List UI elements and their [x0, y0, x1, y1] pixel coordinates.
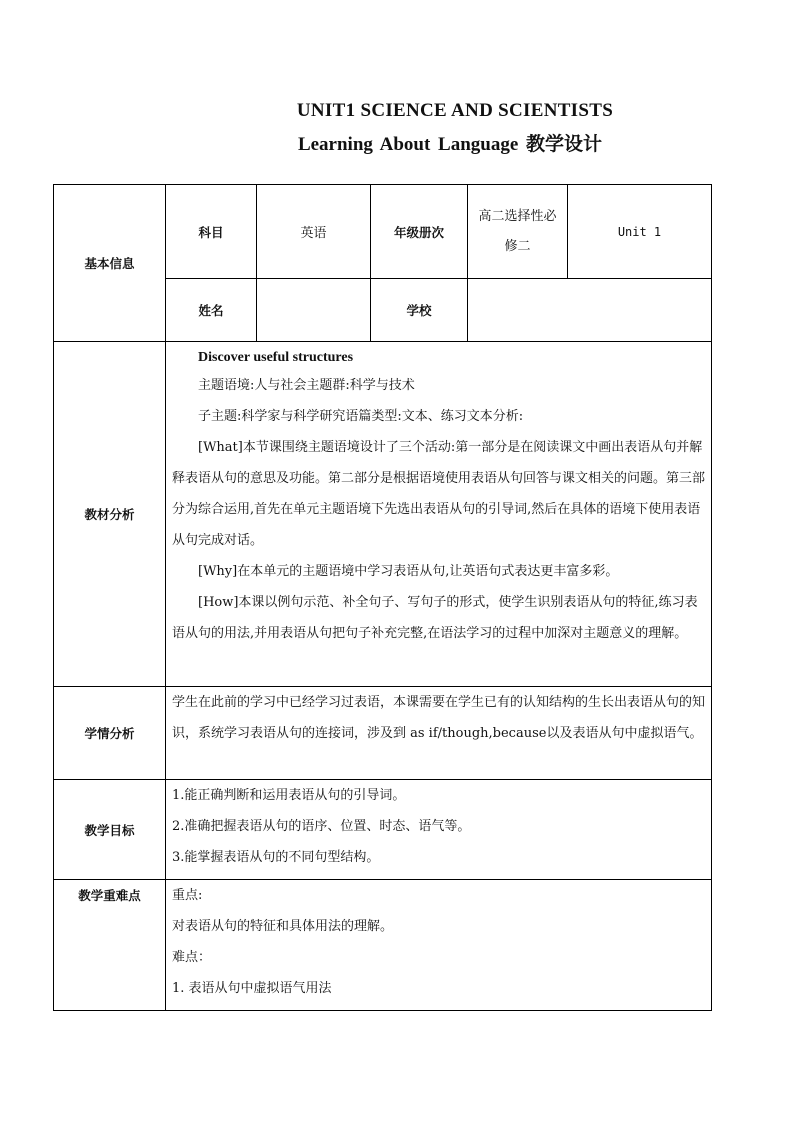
why-paragraph: [Why]在本单元的主题语境中学习表语从句,让英语句式表达更丰富多彩。: [198, 564, 619, 579]
sub-theme: 子主题:科学家与科学研究语篇类型:文本、练习文本分析:: [198, 409, 524, 424]
basic-info-row-1: [54, 185, 712, 279]
difficulty-item: 1. 表语从句中虚拟语气用法: [172, 981, 332, 996]
goal-item: 3.能掌握表语从句的不同句型结构。: [172, 850, 380, 865]
student-analysis-text: 学生在此前的学习中已经学习过表语，本课需要在学生已有的认知结构的生长出表语从句的知识，系统学习表语从句的连接词，涉及到 as if/though,because以及表语从句中虚拟语气。: [172, 695, 706, 741]
goal-item: 1.能正确判断和运用表语从句的引导词。: [172, 788, 406, 803]
subject-value: 英语: [257, 185, 371, 279]
how-paragraph: [How]本课以例句示范、补全句子、写句子的形式，使学生识别表语从句的特征,练习表语从句的用法,并用表语从句把句子补充完整,在语法学习的过程中加深对主题意义的理解。: [172, 595, 698, 641]
material-analysis-content: [166, 342, 712, 687]
key-points-label: 教学重难点: [54, 880, 166, 1011]
document-title-line1: UNIT1 SCIENCE AND SCIENTISTS: [296, 100, 614, 121]
school-value: [468, 279, 712, 342]
subject-label: 科目: [166, 185, 257, 279]
material-analysis-row: [54, 342, 712, 687]
document-title-line2: Learning About Language 教学设计: [297, 134, 603, 155]
basic-info-label: 基本信息: [54, 185, 166, 342]
what-paragraph: [What]本节课围绕主题语境设计了三个活动:第一部分是在阅读课文中画出表语从句并解释表语从句的意思及功能。第二部分是根据语境使用表语从句回答与课文相关的问题。第三部分为综合运用,首先在单元主题语境下先选出表语从句的引导词,然后在具体的语境下使用表语从句完成对话。: [172, 440, 706, 548]
focus-label: 重点:: [172, 888, 203, 903]
grade-label: 年级册次: [371, 185, 468, 279]
goal-item: 2.准确把握表语从句的语序、位置、时态、语气等。: [172, 819, 471, 834]
key-points-row: [54, 880, 712, 1011]
school-label: 学校: [371, 279, 468, 342]
student-analysis-content: [166, 687, 712, 780]
difficulty-label: 难点：: [172, 950, 212, 965]
material-analysis-label: 教材分析: [54, 342, 166, 687]
theme-context: 主题语境:人与社会主题群:科学与技术: [198, 378, 415, 393]
student-analysis-label: 学情分析: [54, 687, 166, 780]
name-label: 姓名: [166, 279, 257, 342]
focus-text: 对表语从句的特征和具体用法的理解。: [172, 919, 394, 934]
teaching-goals-content: [166, 780, 712, 880]
unit-value: Unit 1: [568, 185, 712, 279]
student-analysis-row: [54, 687, 712, 780]
section-heading: Discover useful structures: [198, 350, 354, 365]
lesson-plan-table: [53, 184, 712, 1011]
teaching-goals-label: 教学目标: [54, 780, 166, 880]
key-points-content: [166, 880, 712, 1011]
grade-value: 高二选择性必修二: [468, 185, 568, 279]
name-value: [257, 279, 371, 342]
teaching-goals-row: [54, 780, 712, 880]
